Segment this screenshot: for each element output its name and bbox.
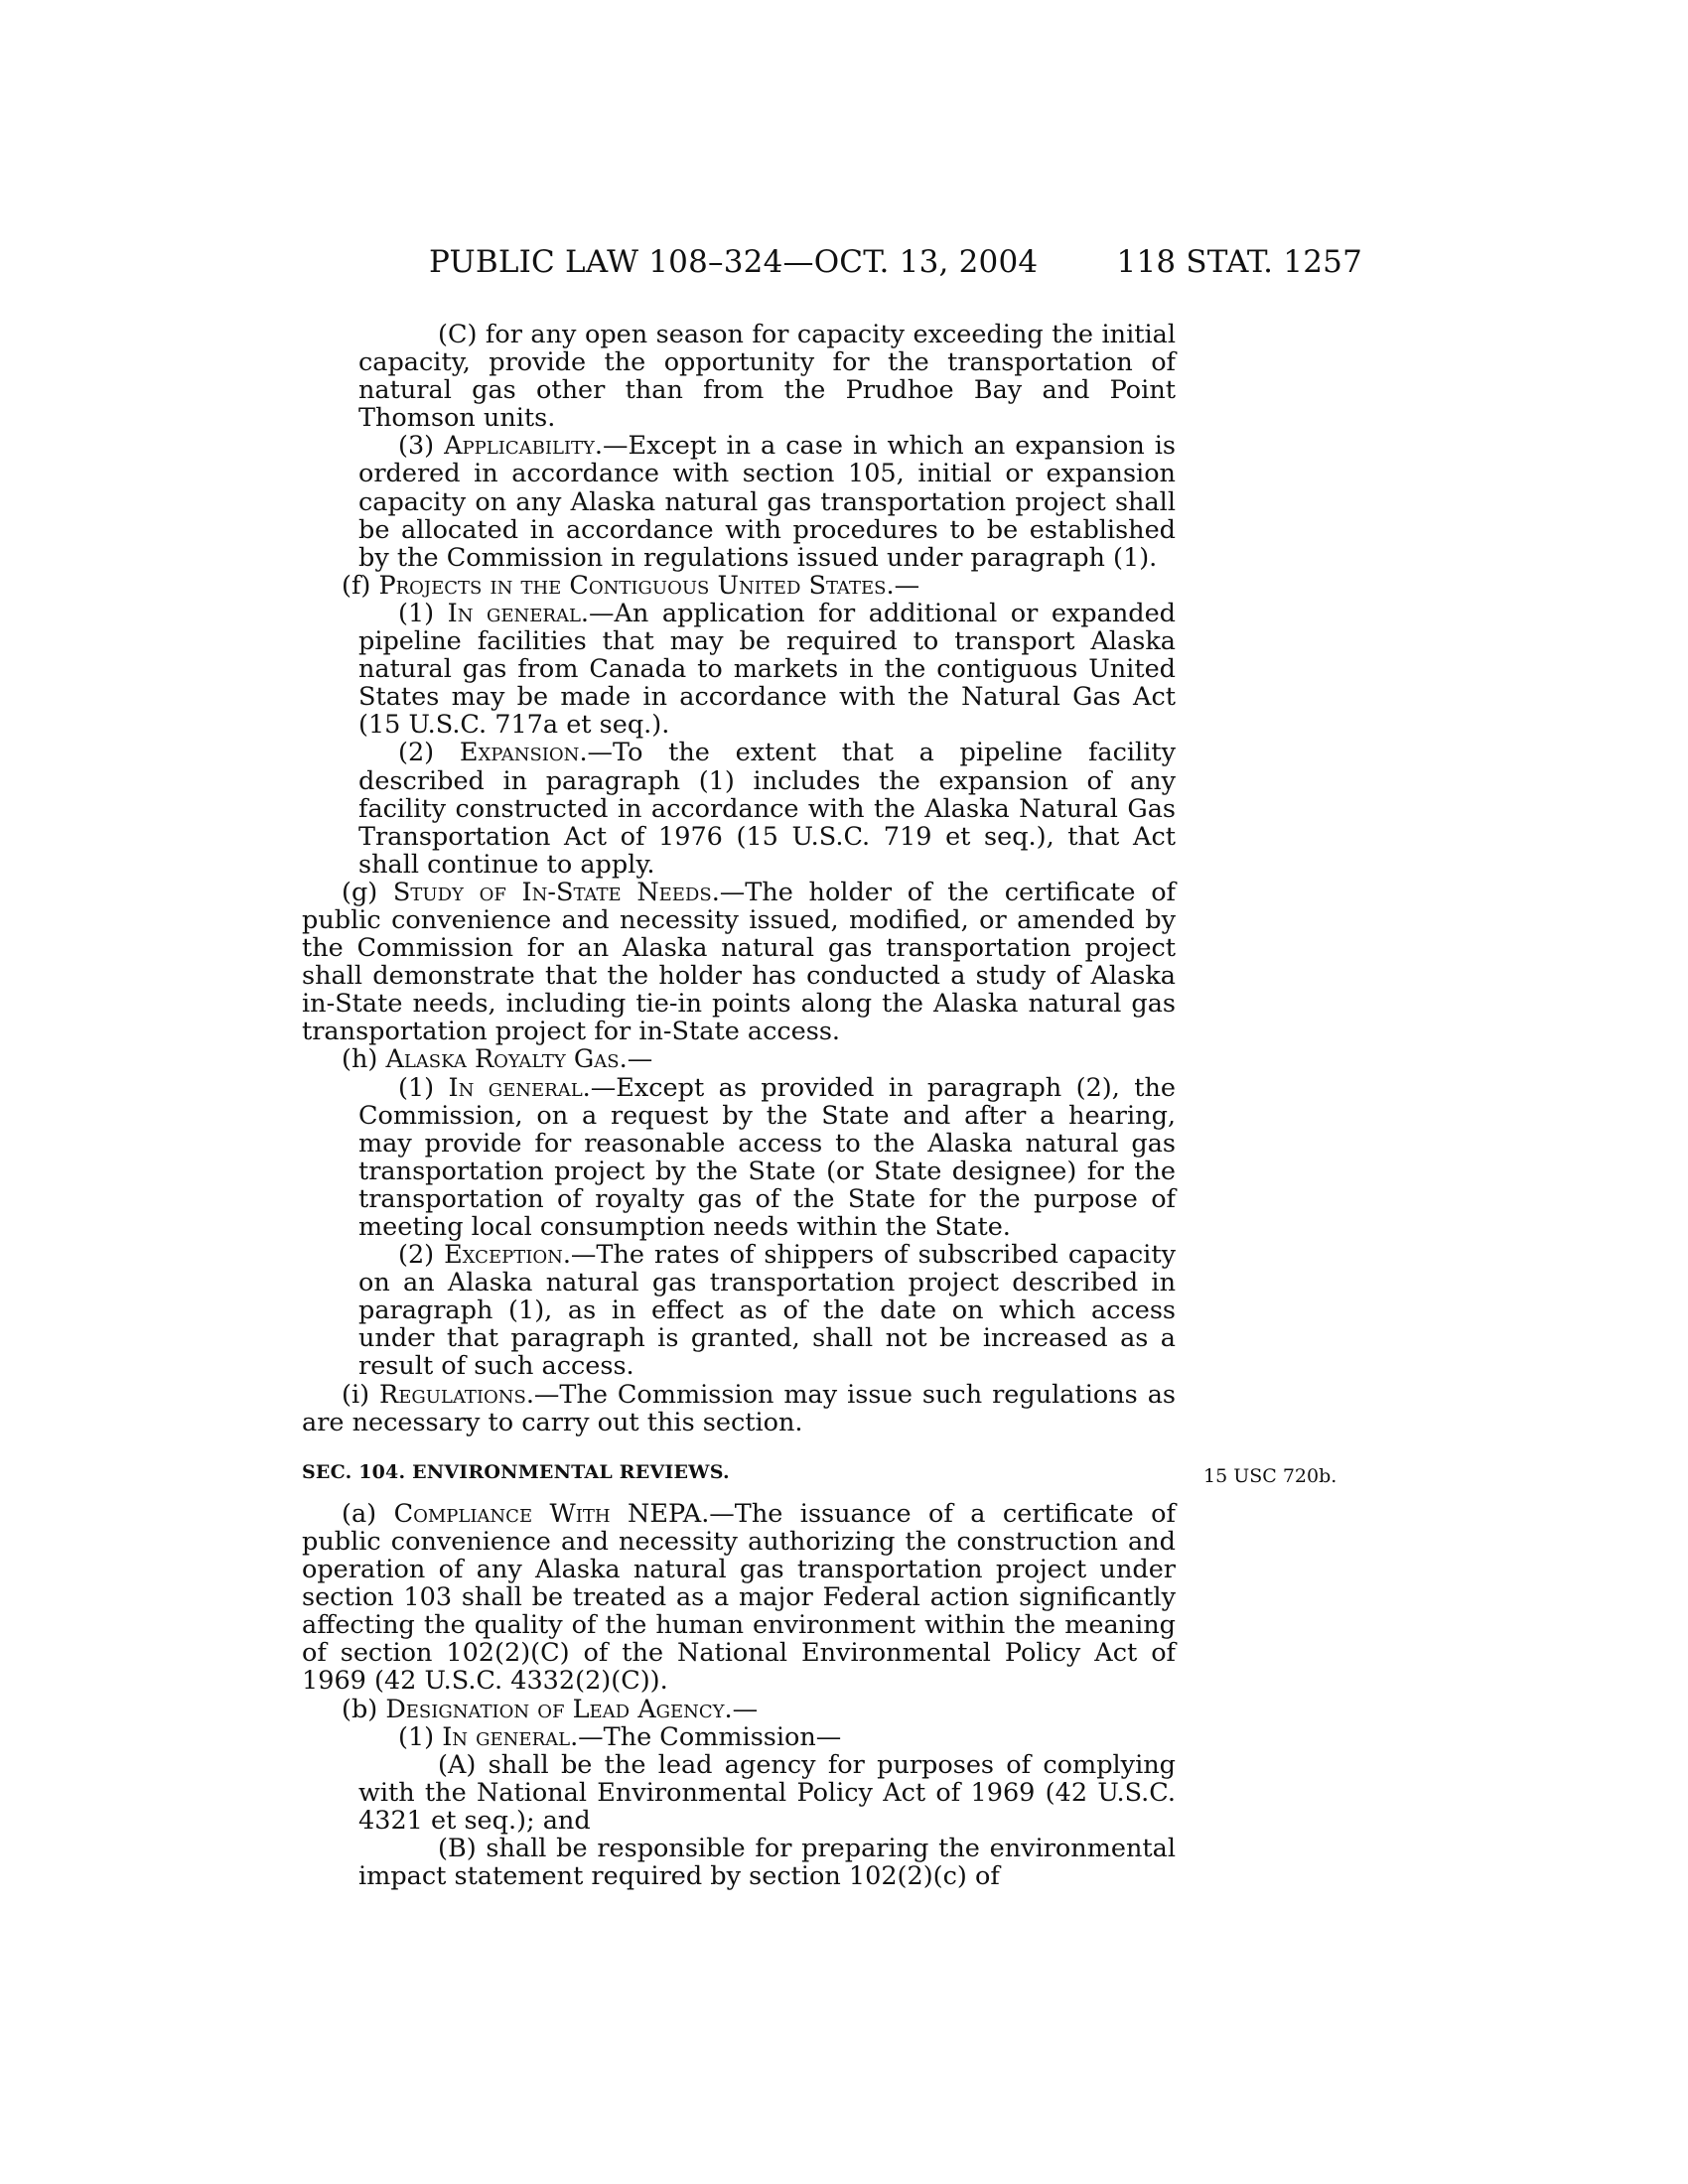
subsection-h bbox=[302, 1045, 1176, 1073]
subsection-g bbox=[302, 879, 1176, 1046]
paragraph-h1 bbox=[302, 1074, 1176, 1242]
paragraph-label: (2) bbox=[398, 1240, 445, 1271]
subsection-heading: Designation of Lead Agency bbox=[385, 1694, 725, 1724]
paragraph-3-applicability bbox=[302, 432, 1176, 571]
paragraph-b1 bbox=[302, 1723, 1176, 1751]
paragraph-text: .—The rates of shippers of subscribed capacity on an Alaska natural gas transportation project described in paragraph (1), as in effect as of the date on which access under that paragraph is granted, shall not be increased as a result of such access. bbox=[358, 1240, 1176, 1382]
paragraph-label: (1) bbox=[398, 1072, 449, 1103]
page-number: 118 STAT. 1257 bbox=[1116, 244, 1362, 280]
subsection-b bbox=[302, 1696, 1176, 1723]
subsection-heading: Regulations bbox=[379, 1379, 526, 1410]
paragraph-heading: In general bbox=[447, 598, 581, 628]
paragraph-text: .—To the extent that a pipeline facility described in paragraph (1) includes the expansion of any facility constructed in accordance with the Alaska Natural Gas Transportation Act of 1976 (15 U.S.C. 719 et seq.), that Act shall continue to apply. bbox=[358, 738, 1177, 880]
running-header-title: PUBLIC LAW 108–324—OCT. 13, 2004 bbox=[429, 244, 1039, 280]
paragraph-label: (1) bbox=[398, 598, 448, 628]
paragraph-heading: Exception bbox=[444, 1240, 563, 1271]
paragraph-text: .—Except as provided in paragraph (2), the Commission, on a request by the State and after a hearing, may provide for reasonable access to the Alaska natural gas transportation project by the State (or State designee) for the transportation of royalty gas of the State for the purpose of meeting local consumption needs within the State. bbox=[358, 1072, 1176, 1242]
subsection-heading: Projects in the Contiguous United States bbox=[378, 570, 887, 601]
paragraph-f2 bbox=[302, 739, 1176, 878]
subsection-label: (i) bbox=[342, 1379, 380, 1410]
subsection-f bbox=[302, 572, 1176, 600]
margin-citation-note: 15 USC 720b. bbox=[1203, 1465, 1337, 1487]
paragraph-label: (3) bbox=[398, 431, 445, 462]
subsection-text: .— bbox=[724, 1694, 759, 1724]
subsection-label: (f) bbox=[342, 570, 379, 601]
subsection-heading: Study of In-State Needs bbox=[392, 877, 712, 907]
subsection-i bbox=[302, 1381, 1176, 1436]
subsection-heading: Compliance With NEPA bbox=[393, 1498, 702, 1529]
subparagraph-c: (C) for any open season for capacity exceeding the initial capacity, provide the opportunity for the transportation of natural gas other than from the Prudhoe Bay and Point Thomson units. bbox=[358, 320, 1176, 434]
subsection-label: (b) bbox=[342, 1694, 386, 1724]
paragraph-heading: Expansion bbox=[459, 738, 580, 768]
paragraph-label: (1) bbox=[398, 1721, 443, 1752]
paragraph-h2 bbox=[302, 1241, 1176, 1380]
paragraph-text: .—An application for additional or expanded pipeline facilities that may be required to transport Alaska natural gas from Canada to markets in the contiguous United States may be made in accordance with the Natural Gas Act (15 U.S.C. 717a et seq.). bbox=[358, 598, 1176, 741]
paragraph-heading: Applicability bbox=[444, 431, 595, 462]
subsection-label: (g) bbox=[342, 877, 393, 907]
subparagraph-b1-b: (B) shall be responsible for preparing the environmental impact statement required by section 102(2)(c) of bbox=[358, 1833, 1176, 1892]
subsection-label: (h) bbox=[342, 1044, 386, 1075]
paragraph-heading: In general bbox=[448, 1072, 583, 1103]
paragraph-heading: In general bbox=[442, 1721, 571, 1752]
subsection-a bbox=[302, 1500, 1176, 1696]
subparagraph-b1-a: (A) shall be the lead agency for purposes of complying with the National Environmental Policy Act of 1969 (42 U.S.C. 4321 et seq.); and bbox=[358, 1749, 1176, 1836]
paragraph-text: .—Except in a case in which an expansion is ordered in accordance with section 105, initial or expansion capacity on any Alaska natural gas transportation project shall be allocated in accordance with procedures to be established by the Commission in regulations issued under paragraph (1). bbox=[358, 431, 1176, 573]
paragraph-label: (2) bbox=[398, 738, 460, 768]
paragraph-text: .—The Commission— bbox=[570, 1721, 842, 1752]
subsection-heading: Alaska Royalty Gas bbox=[385, 1044, 620, 1075]
section-heading: SEC. 104. ENVIRONMENTAL REVIEWS. bbox=[302, 1460, 730, 1483]
page-body bbox=[302, 321, 1176, 1890]
subsection-text: .— bbox=[619, 1044, 653, 1075]
paragraph-f1 bbox=[302, 600, 1176, 739]
subsection-label: (a) bbox=[342, 1498, 394, 1529]
subsection-text: .—The issuance of a certificate of public convenience and necessity authorizing the construction and operation of any Alaska natural gas transportation project under section 103 shall be treated as a major Federal action significantly affecting the quality of the human environment within the meaning of section 102(2)(C) of the National Environmental Policy Act of 1969 (42 U.S.C. 4332(2)(C)). bbox=[302, 1498, 1176, 1697]
subsection-text: .— bbox=[886, 570, 920, 601]
subsection-text: .—The Commission may issue such regulations as are necessary to carry out this section. bbox=[302, 1379, 1176, 1437]
subsection-text: .—The holder of the certificate of public convenience and necessity issued, modified, or amended by the Commission for an Alaska natural gas transportation project shall demonstrate that the holder has conducted a study of Alaska in-State needs, including tie-in points along the Alaska natural gas transportation project for in-State access. bbox=[302, 877, 1176, 1047]
